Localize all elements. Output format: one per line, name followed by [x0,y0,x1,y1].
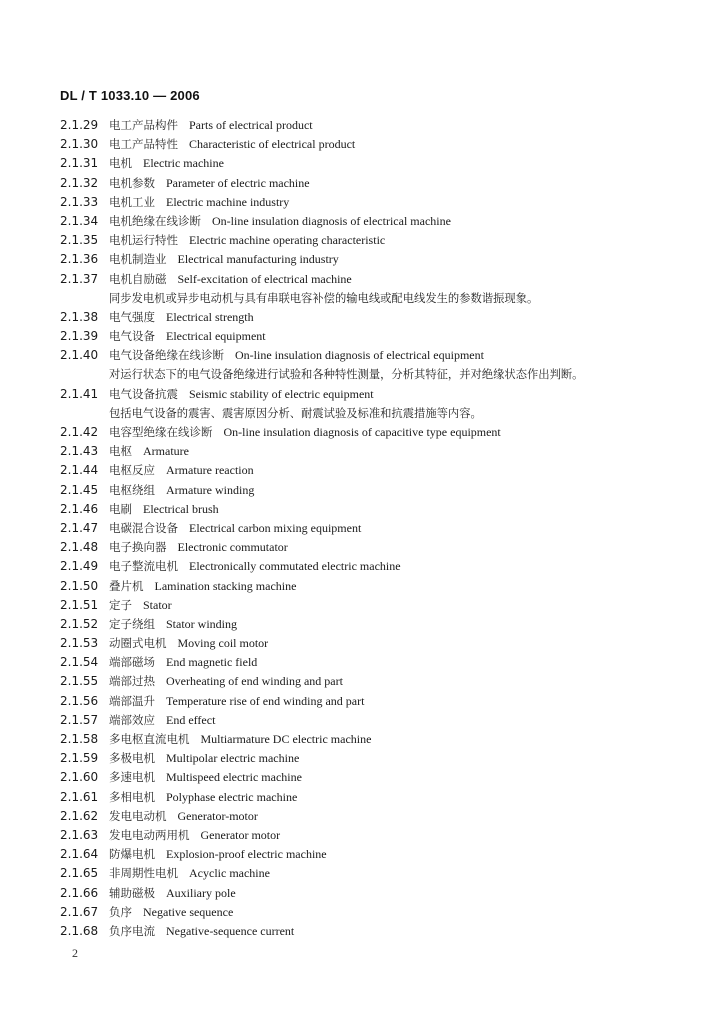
term-number: 2.1.38 [60,309,99,324]
term-number: 2.1.52 [60,616,99,631]
term-entry [60,212,700,231]
term-entry [60,519,700,538]
term-number: 2.1.29 [60,118,99,132]
term-english: Characteristic of electrical product [189,137,356,152]
term-chinese: 发电电动两用机 [109,827,190,842]
term-english: Acyclic machine [189,866,270,881]
term-english: Electric machine industry [166,194,290,209]
term-chinese: 定子 [109,597,132,612]
document-header: DL / T 1033.10 — 2006 [60,88,200,103]
term-chinese: 负序 [109,904,132,919]
term-english: Generator motor [200,827,281,842]
term-entry [60,903,700,922]
term-entry [60,481,700,500]
term-english: Negative-sequence current [166,923,295,938]
term-chinese: 电气设备抗震 [109,386,178,401]
term-chinese: 多速电机 [109,770,155,785]
term-chinese: 电枢 [109,444,132,459]
term-entry [60,730,700,749]
term-number: 2.1.43 [60,444,99,459]
term-chinese: 电碳混合设备 [109,520,178,535]
term-english: End effect [166,712,216,727]
term-english: Armature [143,444,189,459]
term-chinese: 端部温升 [109,693,155,708]
term-number: 2.1.64 [60,847,99,862]
term-entry [60,653,700,672]
term-entry [60,500,700,519]
term-english: Temperature rise of end winding and part [166,693,365,708]
term-english: On-line insulation diagnosis of electrical machine [212,213,451,228]
term-entry [60,116,700,135]
term-english: Overheating of end winding and part [166,674,343,689]
term-number: 2.1.61 [60,789,99,804]
term-number: 2.1.60 [60,770,99,785]
term-number: 2.1.65 [60,866,99,881]
term-english: Negative sequence [143,904,234,919]
term-number: 2.1.67 [60,904,99,919]
term-entry [60,845,700,864]
term-chinese: 端部过热 [109,674,155,689]
term-english: Multipolar electric machine [166,751,300,766]
term-english: Lamination stacking machine [154,578,297,593]
term-chinese: 电工产品构件 [109,118,178,132]
page-number: 2 [72,946,78,960]
term-english: Electrical manufacturing industry [177,252,339,267]
term-list [60,116,700,941]
term-english: Parameter of electric machine [166,175,310,190]
term-english: Electronically commutated electric machine [189,559,401,574]
term-entry [60,749,700,768]
term-chinese: 电容型绝缘在线诊断 [109,425,213,439]
term-chinese: 电机 [109,156,132,171]
term-chinese: 电机制造业 [109,252,167,267]
term-entry [60,346,700,365]
term-number: 2.1.44 [60,463,99,478]
term-number: 2.1.42 [60,425,99,439]
term-number: 2.1.55 [60,674,99,689]
term-chinese: 多相电机 [109,789,155,804]
term-entry [60,692,700,711]
term-entry [60,864,700,883]
term-chinese: 电子整流电机 [109,559,178,574]
term-entry [60,308,700,327]
term-number: 2.1.46 [60,501,99,516]
term-english: Electrical equipment [166,329,266,344]
term-number: 2.1.54 [60,655,99,670]
term-english: Explosion-proof electric machine [166,847,327,862]
term-entry [60,385,700,404]
term-english: Electric machine [143,156,224,171]
term-entry [60,135,700,154]
term-number: 2.1.51 [60,597,99,612]
term-number: 2.1.34 [60,213,99,228]
term-chinese: 多极电机 [109,751,155,766]
term-definition: 包括电气设备的震害、震害原因分析、耐震试验及标准和抗震措施等内容。 [109,406,482,420]
term-chinese: 电枢绕组 [109,482,155,497]
term-english: Electric machine operating characteristic [189,233,386,248]
term-chinese: 电子换向器 [109,540,167,555]
term-number: 2.1.31 [60,156,99,171]
term-number: 2.1.62 [60,808,99,823]
term-number: 2.1.68 [60,923,99,938]
term-chinese: 多电枢直流电机 [109,732,190,746]
term-chinese: 电工产品特性 [109,137,178,152]
term-chinese: 负序电流 [109,923,155,938]
term-chinese: 电机参数 [109,175,155,190]
term-entry [60,442,700,461]
term-definition: 同步发电机或异步电动机与具有串联电容补偿的输电线或配电线发生的参数谐振现象。 [109,291,539,305]
term-entry [60,711,700,730]
term-entry [60,922,700,941]
term-english: Electronic commutator [177,540,288,555]
term-english: On-line insulation diagnosis of electrical equipment [235,348,484,363]
term-number: 2.1.45 [60,482,99,497]
term-entry [60,768,700,787]
term-english: Multispeed electric machine [166,770,302,785]
term-number: 2.1.59 [60,751,99,766]
term-entry [60,538,700,557]
term-chinese: 电枢反应 [109,463,155,478]
term-chinese: 电气强度 [109,309,155,324]
term-number: 2.1.36 [60,252,99,267]
term-chinese: 电机绝缘在线诊断 [109,213,201,228]
term-english: Electrical brush [143,501,219,516]
term-entry [60,327,700,346]
term-english: On-line insulation diagnosis of capacitive type equipment [223,425,501,439]
term-entry [60,615,700,634]
term-chinese: 防爆电机 [109,847,155,862]
term-number: 2.1.41 [60,386,99,401]
term-chinese: 电机工业 [109,194,155,209]
term-entry [60,672,700,691]
term-entry [60,174,700,193]
term-number: 2.1.57 [60,712,99,727]
term-chinese: 端部磁场 [109,655,155,670]
term-english: Moving coil motor [177,636,269,651]
term-entry [60,423,700,442]
term-number: 2.1.37 [60,271,99,286]
term-entry [60,884,700,903]
term-english: Self-excitation of electrical machine [177,271,352,286]
term-number: 2.1.30 [60,137,99,152]
term-english: Stator [143,597,172,612]
term-entry [60,250,700,269]
term-number: 2.1.48 [60,540,99,555]
term-number: 2.1.56 [60,693,99,708]
term-chinese: 电机自励磁 [109,271,167,286]
term-chinese: 非周期性电机 [109,866,178,881]
term-chinese: 电刷 [109,501,132,516]
term-entry [60,826,700,845]
term-chinese: 电气设备绝缘在线诊断 [109,348,224,363]
term-chinese: 叠片机 [109,578,144,593]
term-english: Electrical carbon mixing equipment [189,520,362,535]
term-english: Armature reaction [166,463,254,478]
term-english: Auxiliary pole [166,885,236,900]
term-english: End magnetic field [166,655,258,670]
term-number: 2.1.58 [60,732,99,746]
term-chinese: 发电电动机 [109,808,167,823]
term-entry [60,596,700,615]
term-english: Generator-motor [177,808,258,823]
term-entry [60,557,700,576]
term-english: Parts of electrical product [189,118,313,132]
term-number: 2.1.53 [60,636,99,651]
term-number: 2.1.63 [60,827,99,842]
term-chinese: 电机运行特性 [109,233,178,248]
term-chinese: 定子绕组 [109,616,155,631]
term-definition: 对运行状态下的电气设备绝缘进行试验和各种特性测量，分析其特征，并对绝缘状态作出判断。 [109,368,584,382]
term-entry [60,577,700,596]
term-english: Seismic stability of electric equipment [189,386,374,401]
term-english: Electrical strength [166,309,254,324]
term-entry [60,807,700,826]
term-number: 2.1.35 [60,233,99,248]
term-number: 2.1.47 [60,520,99,535]
term-number: 2.1.40 [60,348,99,363]
term-number: 2.1.50 [60,578,99,593]
term-english: Stator winding [166,616,237,631]
term-chinese: 电气设备 [109,329,155,344]
term-number: 2.1.32 [60,175,99,190]
term-number: 2.1.49 [60,559,99,574]
term-chinese: 动圈式电机 [109,636,167,651]
term-entry [60,231,700,250]
term-entry [60,193,700,212]
term-chinese: 端部效应 [109,712,155,727]
term-entry [60,634,700,653]
term-number: 2.1.66 [60,885,99,900]
term-english: Armature winding [166,482,255,497]
term-number: 2.1.33 [60,194,99,209]
term-entry [60,461,700,480]
term-chinese: 辅助磁极 [109,885,155,900]
term-english: Polyphase electric machine [166,789,298,804]
term-entry [60,270,700,289]
term-english: Multiarmature DC electric machine [200,732,372,746]
term-entry [60,154,700,173]
term-number: 2.1.39 [60,329,99,344]
term-entry [60,788,700,807]
